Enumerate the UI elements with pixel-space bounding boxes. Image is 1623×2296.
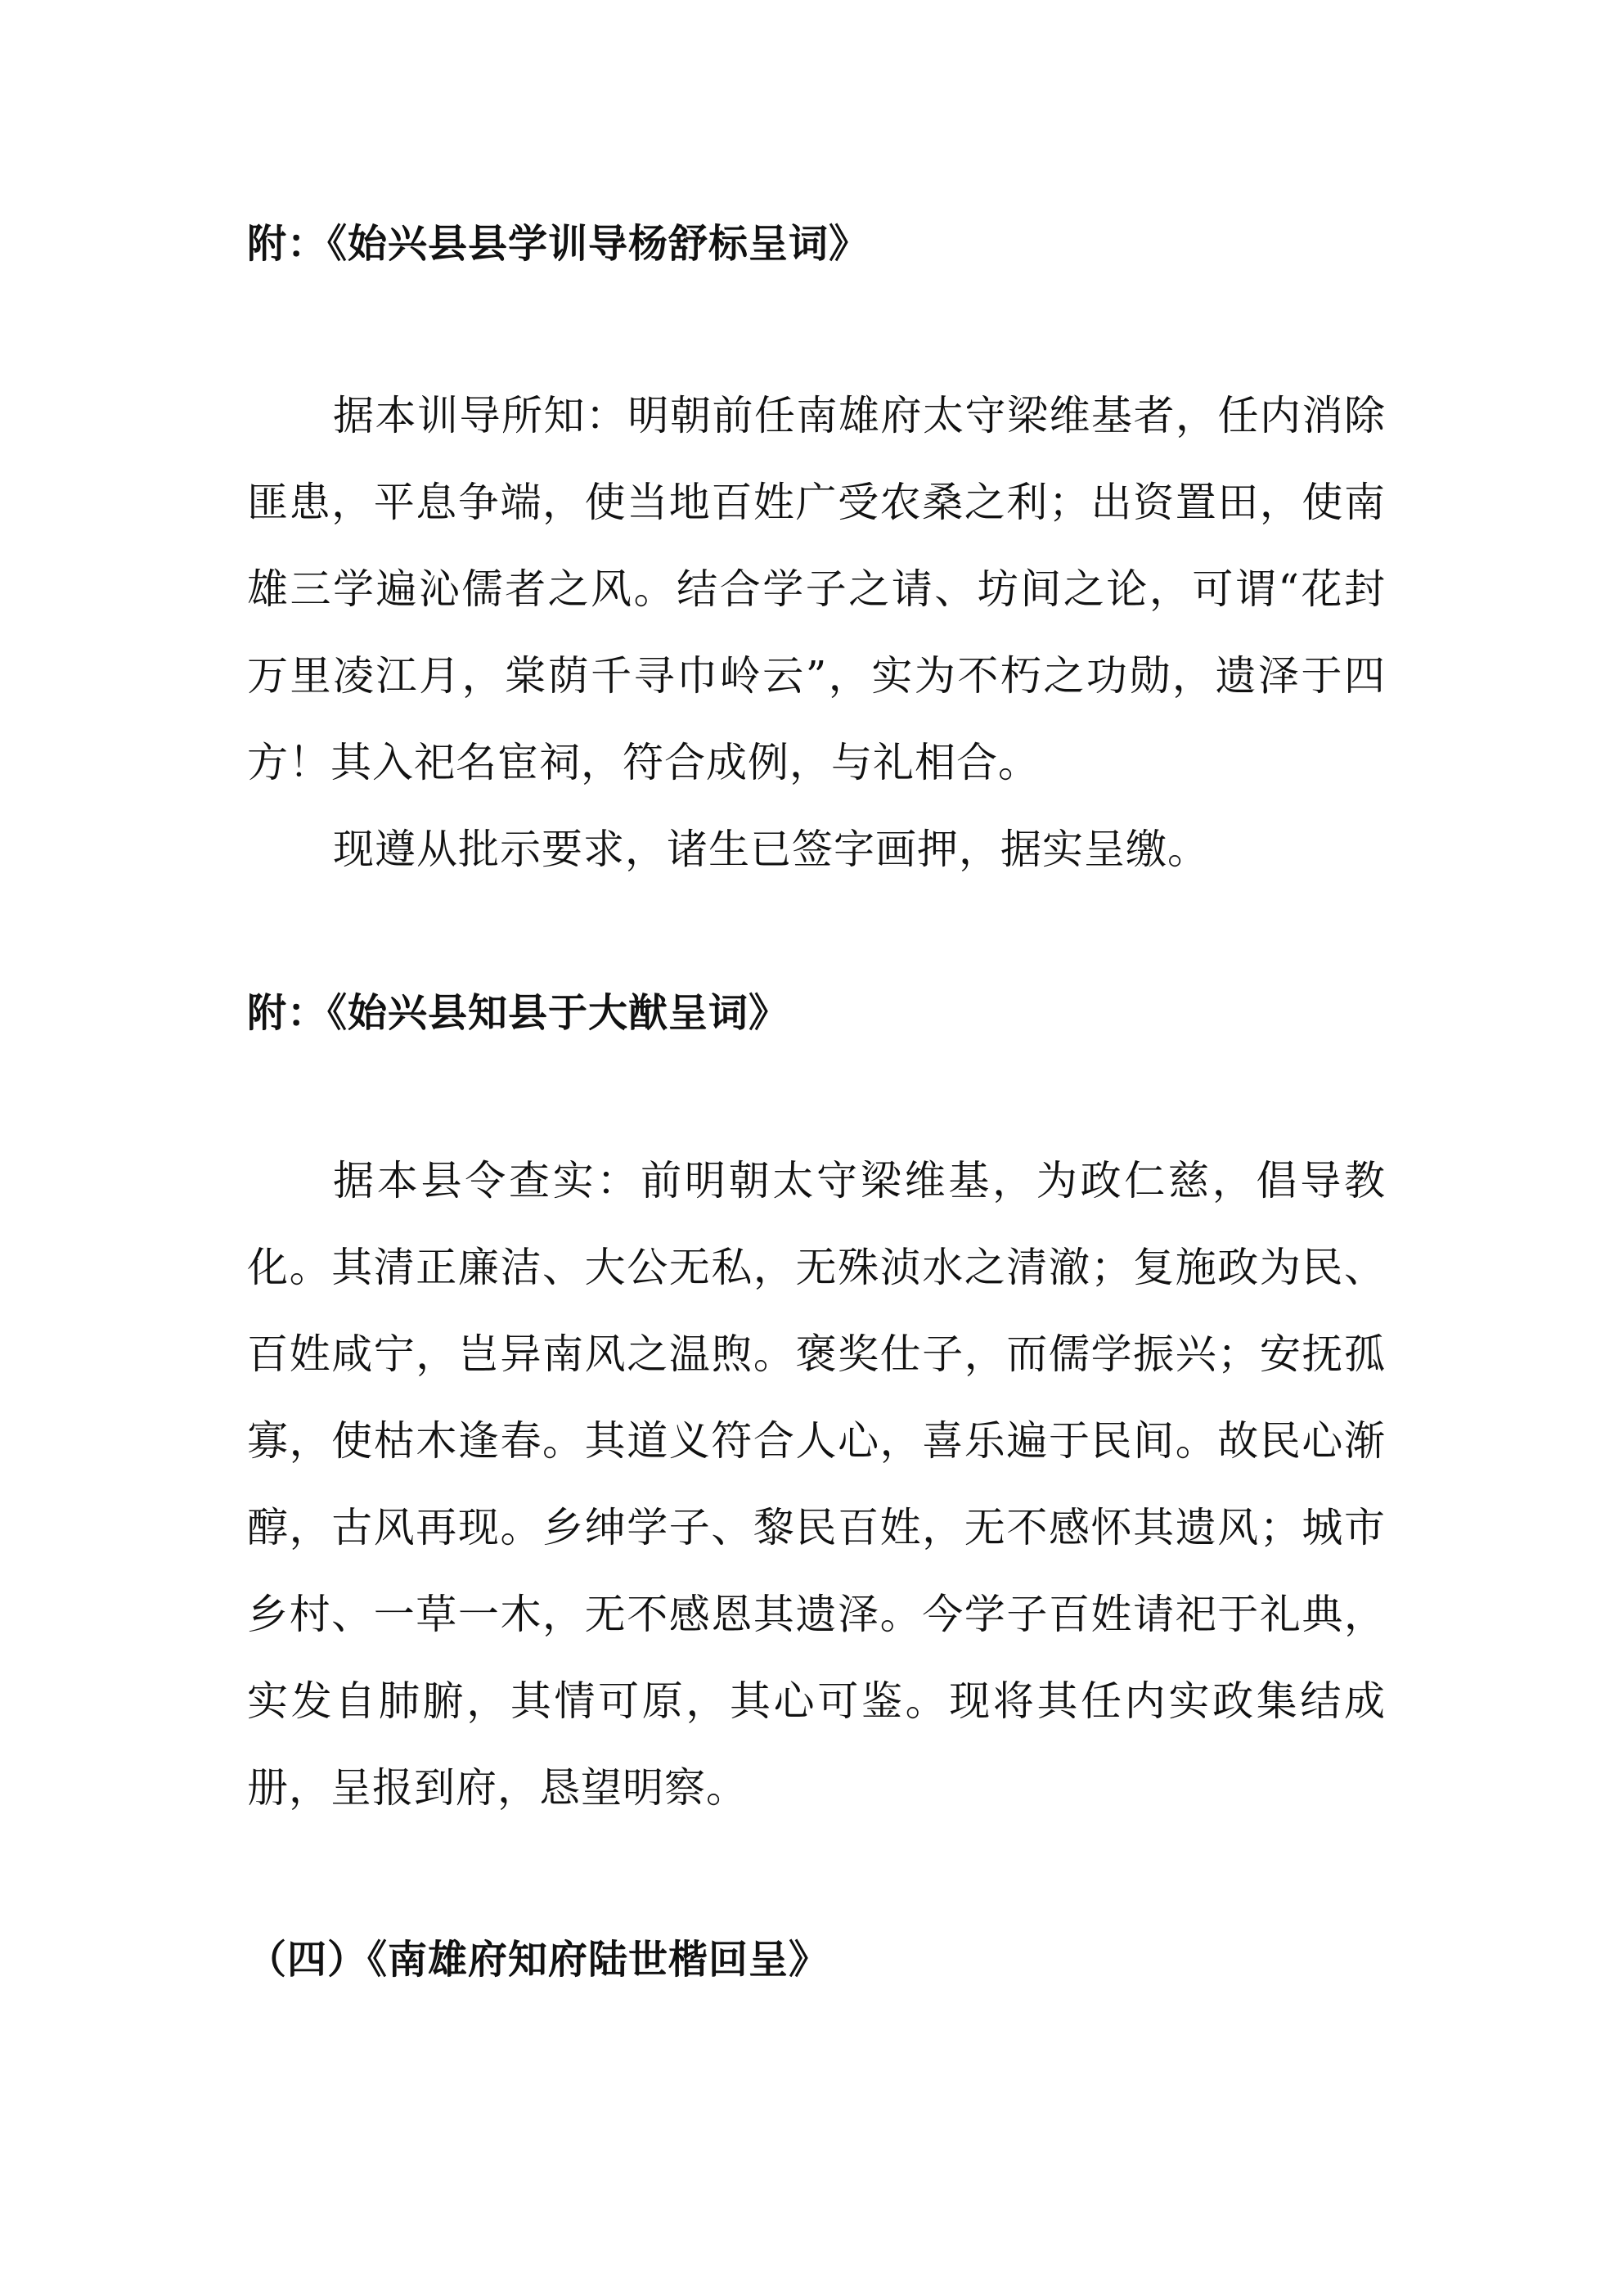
section-heading-yu-dayou: 附：《始兴县知县于大猷呈词》 [247,990,789,1036]
paragraph-yu-dayou-statement: 据本县令查实：前明朝太守梁维基，为政仁慈，倡导教化。其清正廉洁、大公无私，无殊浈水之清澈；复施政为民、百姓咸宁，岂异南风之温煦。褒奖仕子，而儒学振兴；安抚孤寡，使枯木逢春。其道义符合人心，喜乐遍于民间。故民心渐醇，古风再现。乡绅学子、黎民百姓，无不感怀其遗风；城市乡村、一草一木，无不感恩其遗泽。今学子百姓请祀于礼典，实发自肺腑，其情可原，其心可鉴。现将其任内实政集结成册，呈报到府，恳望明察。 [247,1157,1386,1812]
section-heading-lu-shikai: （四）《南雄府知府陆世楷回呈》 [247,1937,829,1983]
paragraph-yang-shubiao-statement: 据本训导所知：明朝前任南雄府太守梁维基者，任内消除匪患，平息争端，使当地百姓广受农桑之利；出资置田，使南雄三学遍沁儒者之风。结合学子之请、坊间之论，可谓“花封万里凌江月，棠荫千寻巾岭云”，实为不朽之功勋，遗泽于四方！其入祀名宦祠，符合成例，与礼相合。 [247,392,1386,786]
paragraph-yang-shubiao-submission: 现遵从批示要求，诸生已签字画押，据实呈缴。 [333,826,1209,873]
section-heading-yang-shubiao: 附：《始兴县县学训导杨舒标呈词》 [247,221,870,267]
